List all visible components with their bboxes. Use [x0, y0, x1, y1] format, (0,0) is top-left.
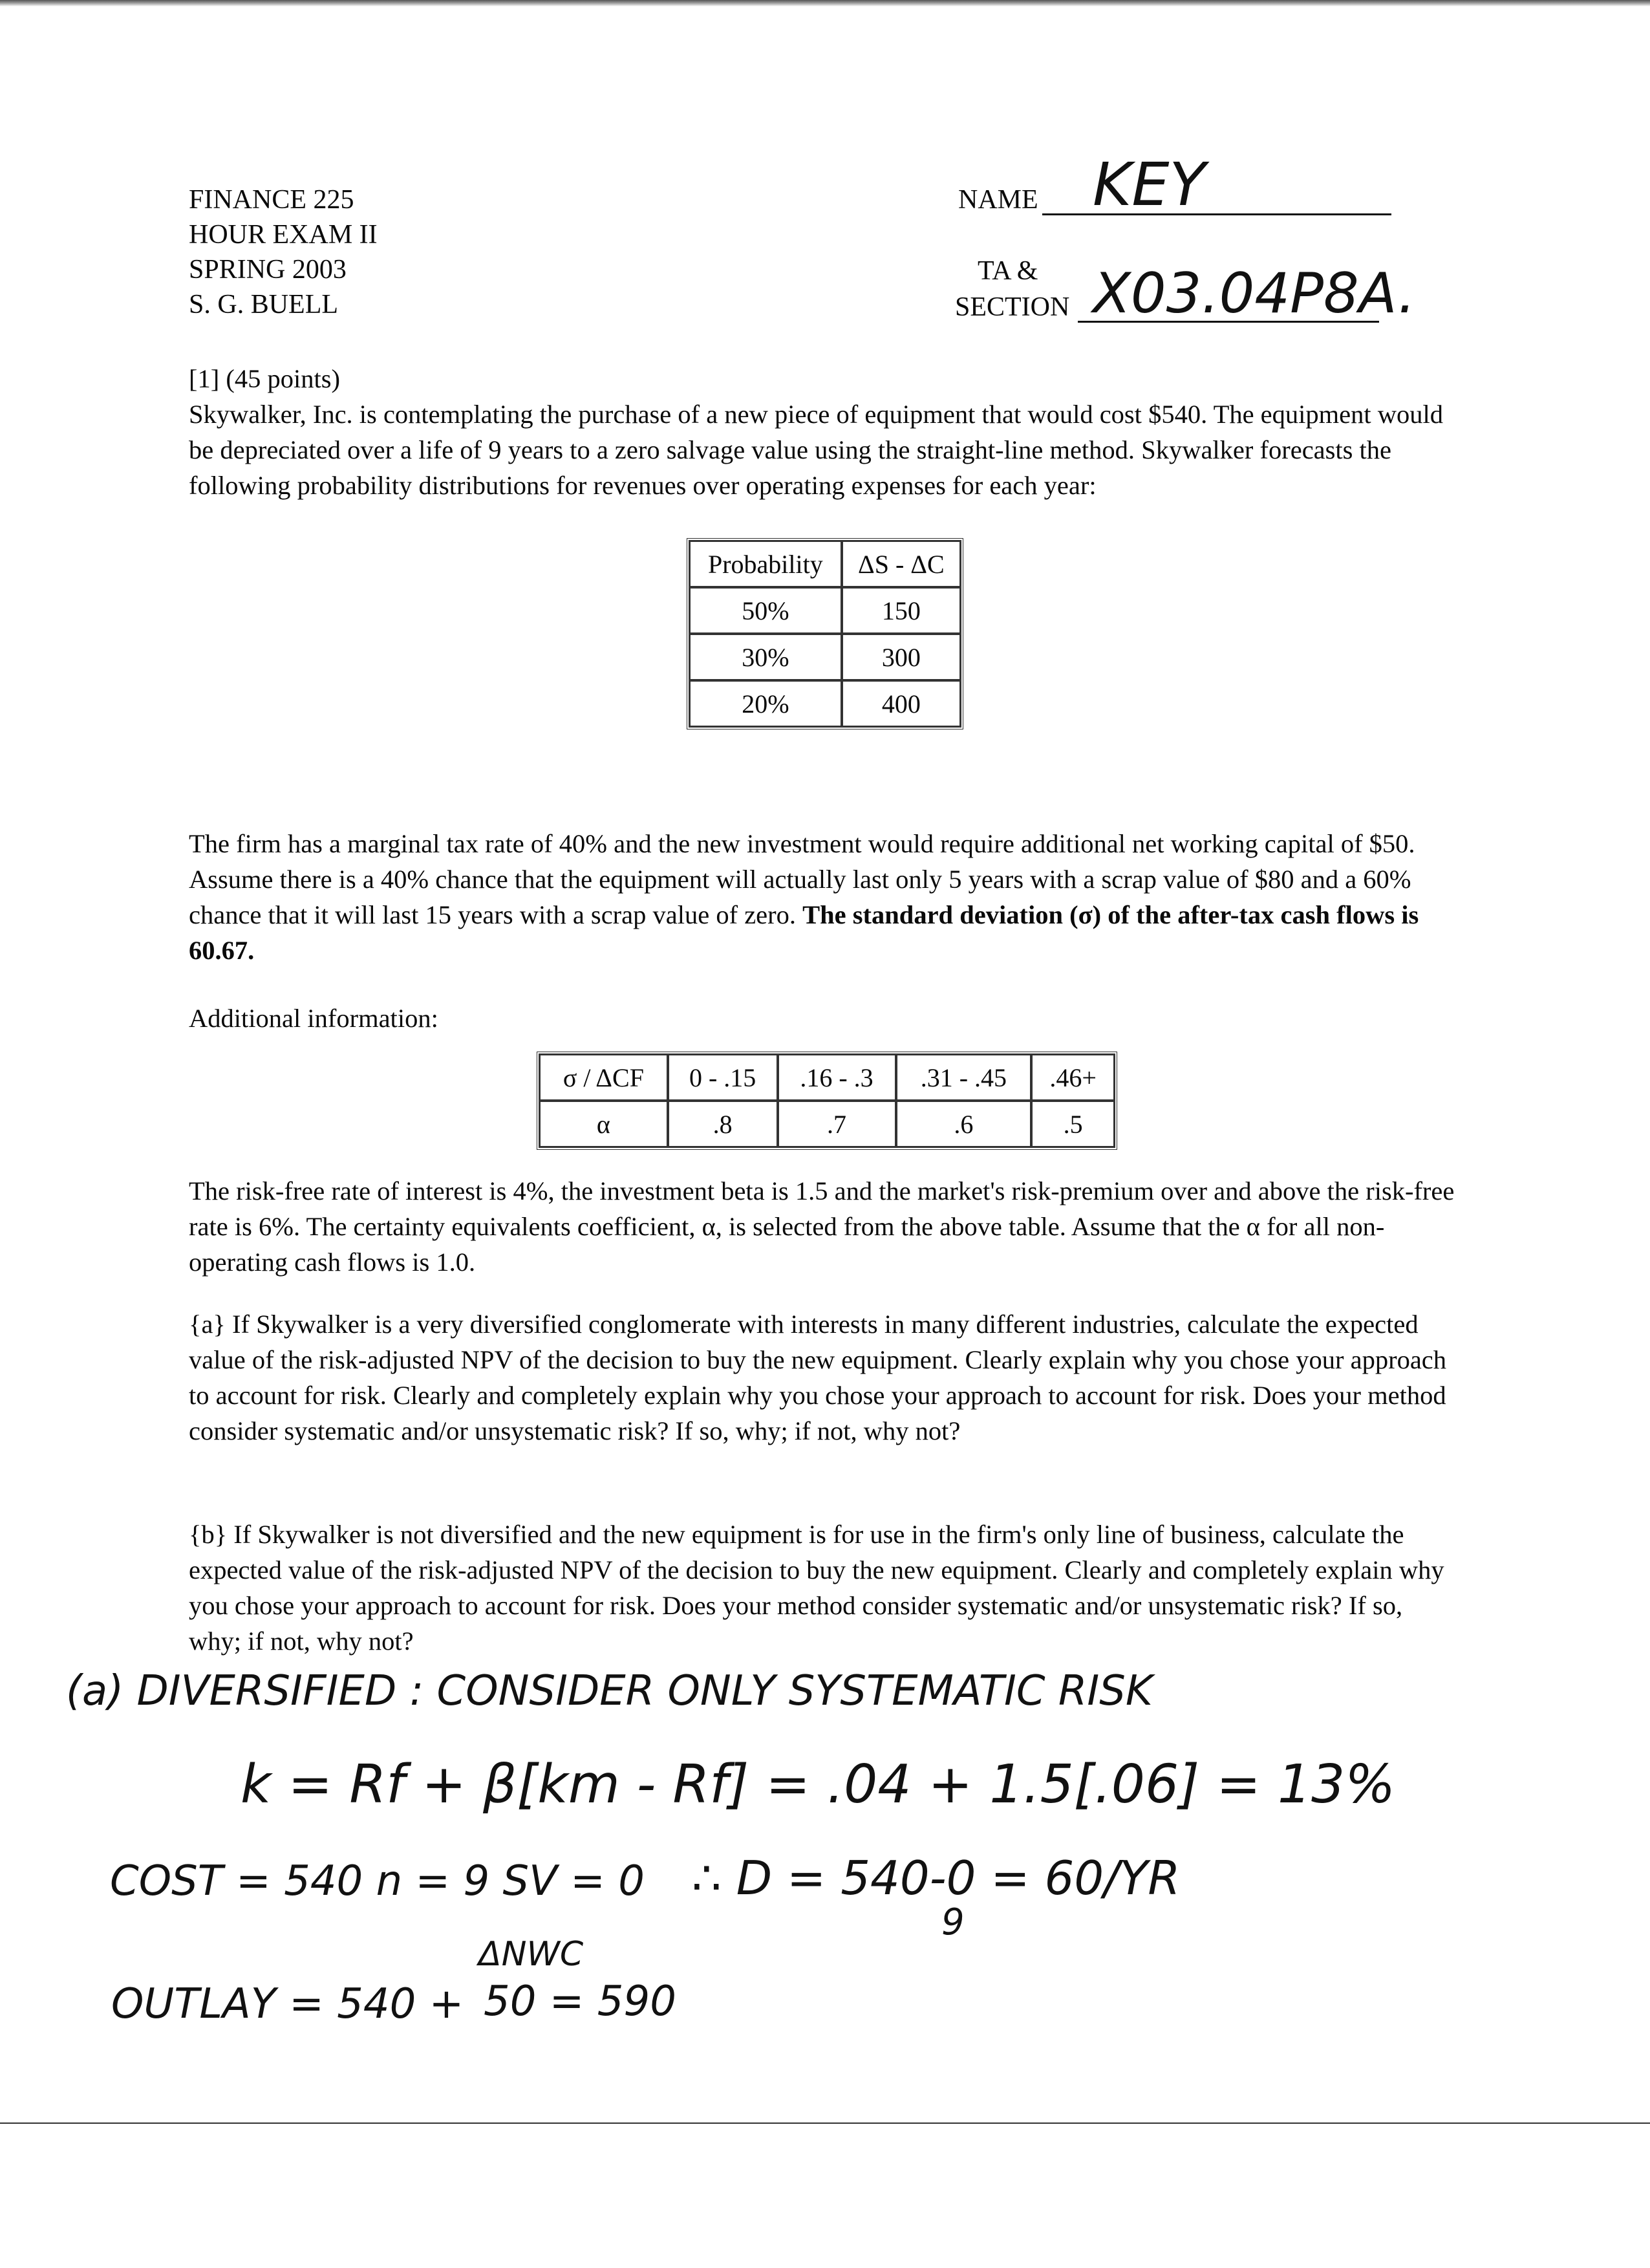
ta-label: TA & [978, 256, 1038, 286]
table-header: ΔS - ΔC [842, 541, 961, 587]
handwritten-line-1: (a) DIVERSIFIED : CONSIDER ONLY SYSTEMATIC RISK [66, 1667, 1153, 1715]
handwritten-line-4c: 50 = 590 [484, 1978, 676, 2025]
additional-info-label: Additional information: [189, 1004, 438, 1033]
part-b [189, 1517, 1456, 1659]
table-cell: 150 [842, 587, 961, 634]
table-cell: 300 [842, 634, 961, 680]
table-cell: 30% [689, 634, 842, 680]
table-cell: 20% [689, 680, 842, 727]
table-cell: .7 [778, 1101, 896, 1147]
tax-paragraph [189, 826, 1456, 968]
risk-free-paragraph [189, 1173, 1456, 1280]
exam-term: SPRING 2003 [189, 255, 347, 285]
name-label: NAME [958, 185, 1038, 215]
page-rule [0, 2122, 1650, 2124]
distribution-table [687, 538, 963, 729]
tax-paragraph-text: The firm has a marginal tax rate of 40% and the new investment would require additional net working capital of $50. Assume there is a 40% chance that the equipment will actually last only 5 years with a scrap value of $80 and a 60% chance that it will last 15 years with a scrap value of zero. [189, 829, 1415, 929]
alpha-table [537, 1052, 1117, 1150]
part-a [189, 1306, 1469, 1449]
section-value: X03.04P8A. [1093, 261, 1416, 326]
table-cell: .6 [896, 1101, 1032, 1147]
section-label: SECTION [955, 292, 1070, 322]
risk-free-paragraph-text: The risk-free rate of interest is 4%, the investment beta is 1.5 and the market's risk-premium over and above the risk-free rate is 6%. The certainty equivalents coefficient, α, is selected from the above table. Assume that the α for all non-operating cash flows is 1.0. [189, 1176, 1455, 1277]
table-header-row [689, 541, 961, 587]
handwritten-line-4b: ΔNWC [478, 1935, 584, 1974]
handwritten-line-4a: OUTLAY = 540 + [111, 1980, 464, 2028]
question-1 [189, 361, 1456, 503]
part-b-text: {b} If Skywalker is not diversified and the new equipment is for use in the firm's only line of business, calculate the expected value of the risk-adjusted NPV of the decision to buy the new equipment. Clearly and completely explain why you chose your approach to account for risk. Does your method consider systematic and/or unsystematic risk? If so, why; if not, why not? [189, 1520, 1444, 1656]
table-cell: 400 [842, 680, 961, 727]
question-intro: Skywalker, Inc. is contemplating the purchase of a new piece of equipment that would cost $540. The equipment would be depreciated over a life of 9 years to a zero salvage value using the straight-line method. Skywalker forecasts the following probability distributions for revenues over operating expenses for each year: [189, 400, 1444, 500]
question-points: (45 points) [226, 364, 340, 393]
table-header: .16 - .3 [778, 1054, 896, 1101]
table-row [689, 634, 961, 680]
name-value: KEY [1093, 150, 1206, 219]
part-a-text: {a} If Skywalker is a very diversified conglomerate with interests in many different industries, calculate the expected value of the risk-adjusted NPV of the decision to buy the new equipment. Clearly explain why you chose your approach to account for risk. Clearly and completely explain why you chose your approach to account for risk. Does your method consider systematic and/or unsystematic risk? If so, why; if not, why not? [189, 1310, 1447, 1445]
handwritten-line-2: k = Rf + β[km - Rf] = .04 + 1.5[.06] = 13% [241, 1754, 1396, 1815]
instructor-name: S. G. BUELL [189, 290, 338, 319]
table-header-row [539, 1054, 1115, 1101]
handwritten-line-3b: ∴ D = 540-0 = 60/YR [692, 1851, 1181, 1905]
table-header: .46+ [1031, 1054, 1115, 1101]
table-header: 0 - .15 [668, 1054, 778, 1101]
table-cell: .8 [668, 1101, 778, 1147]
exam-name: HOUR EXAM II [189, 220, 378, 250]
std-dev-statement: The standard deviation (σ) of the after-tax cash flows is 60.67. [189, 900, 1419, 965]
table-header: Probability [689, 541, 842, 587]
handwritten-line-3c: 9 [941, 1901, 965, 1943]
table-cell: α [539, 1101, 668, 1147]
table-row [539, 1101, 1115, 1147]
table-cell: .5 [1031, 1101, 1115, 1147]
handwritten-line-3a: COST = 540 n = 9 SV = 0 [110, 1857, 645, 1905]
course-name: FINANCE 225 [189, 185, 354, 215]
table-header: .31 - .45 [896, 1054, 1032, 1101]
table-row [689, 587, 961, 634]
table-cell: 50% [689, 587, 842, 634]
table-header: σ / ΔCF [539, 1054, 668, 1101]
question-number: [1] [189, 364, 220, 393]
scan-edge [0, 0, 1650, 6]
table-row [689, 680, 961, 727]
course-header [189, 182, 378, 322]
